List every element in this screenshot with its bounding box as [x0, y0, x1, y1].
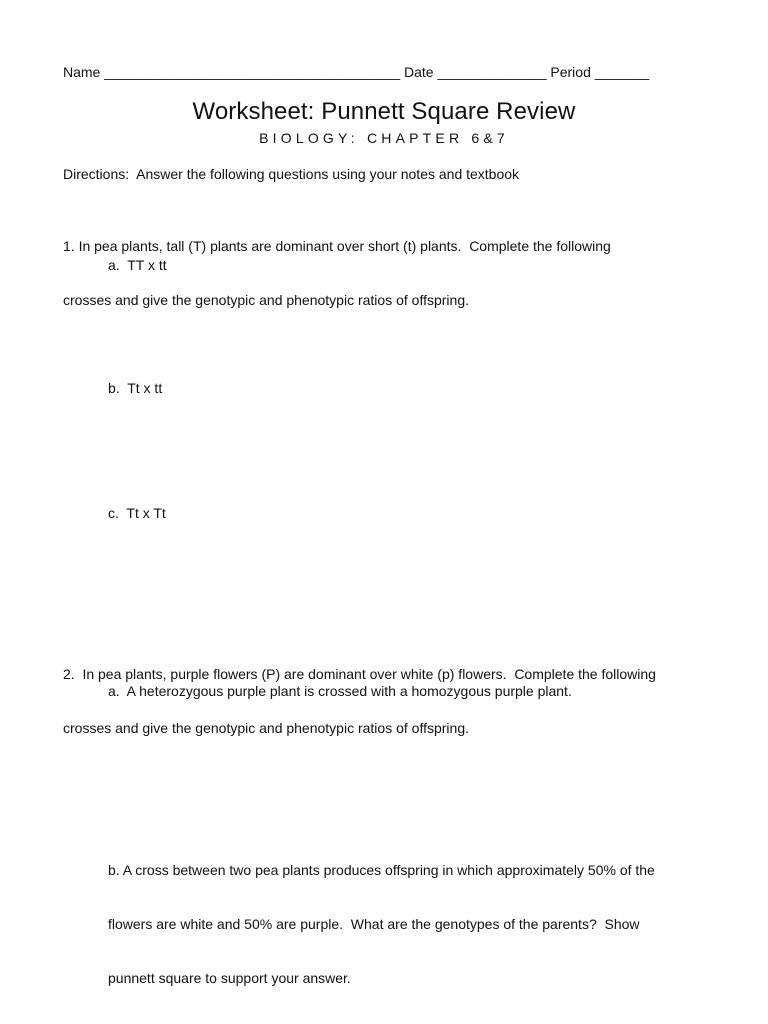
question-2-stem: [63, 629, 656, 773]
worksheet-subtitle: BIOLOGY: CHAPTER 6&7: [259, 130, 509, 146]
student-info-line: [63, 64, 649, 80]
period-label: Period: [550, 64, 591, 80]
question-1-line-2: crosses and give the genotypic and phenotypic ratios of offspring.: [63, 292, 469, 308]
directions-text: Directions: Answer the following questions using your notes and textbook: [63, 166, 520, 182]
question-2-line-1: 2. In pea plants, purple flowers (P) are dominant over white (p) flowers. Complete the following: [63, 666, 656, 682]
question-2-line-2: crosses and give the genotypic and phenotypic ratios of offspring.: [63, 720, 469, 736]
period-field[interactable]: _______: [594, 64, 650, 80]
question-2b-line-3: punnett square to support your answer.: [108, 970, 351, 986]
question-2b-line-1: b. A cross between two pea plants produces offspring in which approximately 50% of the: [108, 862, 655, 878]
question-1a: a. TT x tt: [108, 257, 167, 273]
name-label: Name: [63, 64, 101, 80]
name-field[interactable]: ______________________________________: [104, 64, 401, 80]
worksheet-title: Worksheet: Punnett Square Review: [192, 98, 576, 125]
date-label: Date: [404, 64, 434, 80]
date-field[interactable]: ______________: [437, 64, 547, 80]
question-1-line-1: 1. In pea plants, tall (T) plants are dominant over short (t) plants. Complete the following: [63, 238, 611, 254]
question-1c: c. Tt x Tt: [108, 505, 166, 521]
question-2a: a. A heterozygous purple plant is crossed with a homozygous purple plant.: [108, 683, 572, 699]
question-2b-line-2: flowers are white and 50% are purple. What are the genotypes of the parents? Show: [108, 916, 640, 932]
question-2b: [108, 825, 655, 1023]
question-1b: b. Tt x tt: [108, 380, 163, 396]
